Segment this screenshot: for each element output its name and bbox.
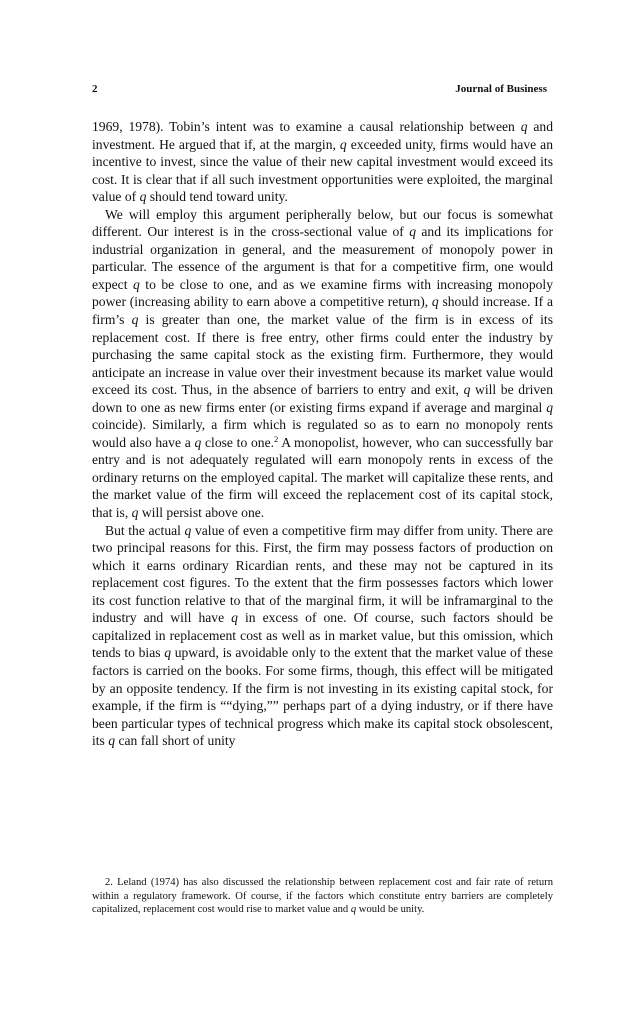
- variable-q: q: [108, 733, 116, 749]
- running-head: [92, 83, 547, 99]
- text-run: and its implications for industrial organization in general, and the measurement of monopoly power in particular. The essence of the argument is that for a competitive firm, one would expect: [92, 224, 553, 292]
- footnotes: [92, 876, 553, 917]
- text-run: will be driven down to one as new firms enter (or existing firms expand if average and marginal: [92, 382, 554, 415]
- variable-q: q: [231, 610, 238, 626]
- text-run: close to one.: [201, 434, 275, 450]
- text-run: coincide). Similarly, a firm which is regulated so as to earn no monopoly rents would also have a: [92, 417, 553, 450]
- variable-q: q: [409, 224, 416, 240]
- body-paragraph-3: [92, 522, 553, 750]
- variable-q: q: [431, 294, 439, 310]
- text-run: would be unity.: [356, 904, 425, 916]
- text-run: is greater than one, the market value of the firm is in excess of its replacement cost. If there is free entry, other firms could enter the industry by purchasing the same capital stock as the existing firm. Furthermore, they would anticipate an increase in value over their investment because its market value would exceed its cost. Thus, in the absence of barriers to entry and exit,: [92, 312, 554, 398]
- variable-q: q: [131, 505, 139, 521]
- journal-name: Journal of Business: [455, 83, 547, 95]
- text-run: in excess of one. Of course, such factors should be capitalized in replacement cost as well as in market value, but this omission, which tends to bias: [92, 610, 554, 661]
- variable-q: q: [139, 189, 147, 205]
- variable-q: q: [350, 904, 357, 916]
- variable-q: q: [339, 136, 347, 152]
- variable-q: q: [164, 645, 172, 661]
- text-run: and investment. He argued that if, at the margin,: [92, 119, 554, 152]
- text-run: 2. Leland (1974) has also discussed the relationship between replacement cost and fair rate of return within a regulatory framework. Of course, if the factors which constitute entry barriers are completely capitalized, replacement cost would rise to market value and: [92, 877, 553, 916]
- text-run: 1969, 1978). Tobin’s intent was to examine a causal relationship between: [92, 119, 521, 134]
- variable-q: q: [132, 276, 140, 292]
- text-run: can fall short of unity: [115, 733, 236, 749]
- body-paragraph-2: [92, 206, 553, 522]
- text-run: to be close to one, and as we examine firms with increasing monopoly power (increasing ability to earn above a competitive return),: [92, 276, 553, 310]
- text-run: should tend toward unity.: [146, 189, 288, 205]
- text-run: will persist above one.: [138, 505, 265, 521]
- variable-q: q: [520, 119, 528, 134]
- text-run: exceeded unity, firms would have an incentive to invest, since the value of their new capital investment would exceed its cost. It is clear that if all such investment opportunities were exploited, the marginal value of: [92, 136, 553, 205]
- text-run: value of even a competitive firm may differ from unity. There are two principal reasons for this. First, the firm may possess factors of production on which it earns ordinary Ricardian rents, and these may not be captured in its replacement cost figures. To the extent that the firm possesses factors which lower its cost function relative to that of the marginal firm, it will be inframarginal to the industry and will have: [92, 522, 553, 626]
- footnote-marker: 2: [274, 433, 279, 444]
- variable-q: q: [131, 312, 139, 328]
- variable-q: q: [546, 399, 553, 415]
- footnote-2: [92, 876, 553, 917]
- body-text: [92, 118, 553, 750]
- body-paragraph-1: [92, 118, 553, 206]
- text-run: A monopolist, however, who can successfully bar entry and is not adequately regulated will earn monopoly rents in excess of the ordinary returns on the employed capital. The market will capitalize these rents, and the market value of the firm will exceed the replacement cost of its capital stock, that is,: [92, 434, 553, 521]
- variable-q: q: [194, 434, 202, 450]
- text-run: upward, is avoidable only to the extent that the market value of these factors is carried on the books. For some firms, though, this effect will be mitigated by an opposite tendency. If the firm is not investing in its existing capital stock, for example, if the firm is ““dying,”” perhaps part of a dying industry, or if there have been particular types of technical progress which make its capital stock obsolescent, its: [92, 645, 553, 749]
- page-number: 2: [92, 83, 98, 95]
- variable-q: q: [184, 522, 192, 538]
- variable-q: q: [463, 382, 471, 398]
- text-run: should increase. If a firm’s: [92, 294, 553, 328]
- text-run: But the actual: [105, 522, 185, 538]
- text-run: We will employ this argument peripherally below, but our focus is somewhat different. Our interest is in the cross-sectional value of: [92, 206, 553, 240]
